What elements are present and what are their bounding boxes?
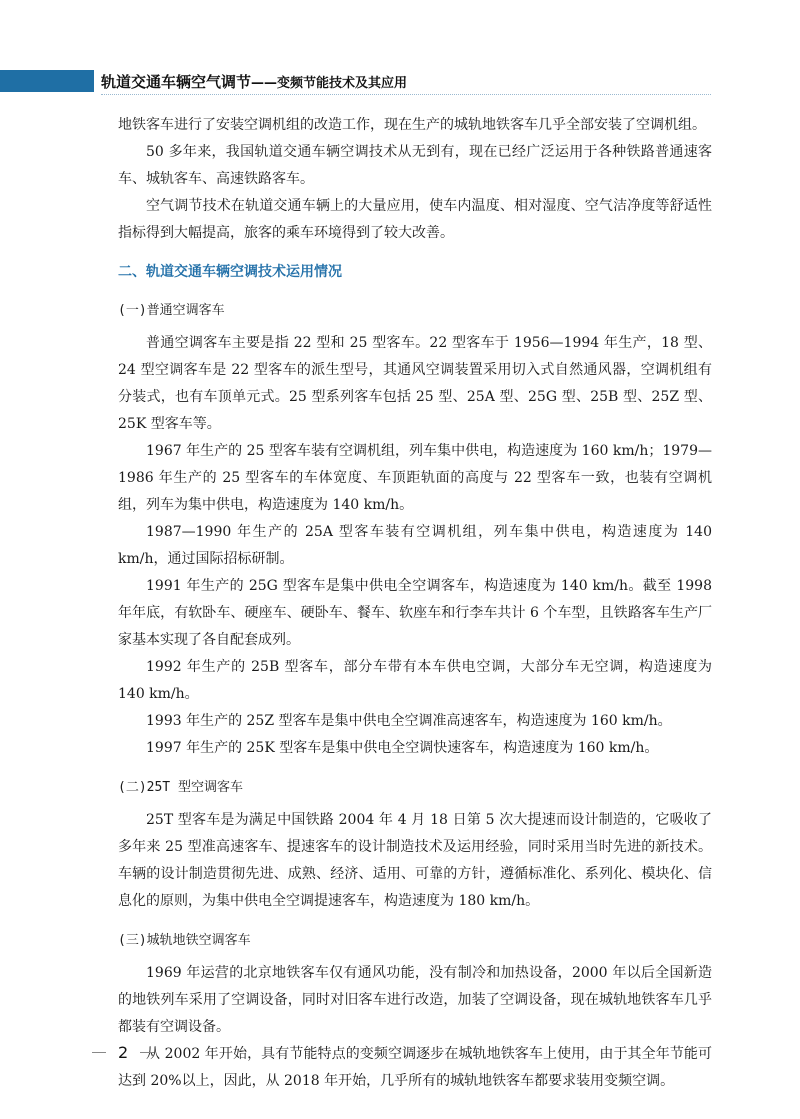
book-title: 轨道交通车辆空气调节 [101, 72, 252, 91]
subsection-heading: (二)25T 型空调客车 [118, 780, 243, 795]
paragraph: 1993 年生产的 25Z 型客车是集中供电全空调准高速客车，构造速度为 160 km/h。 [146, 713, 672, 729]
paragraph: 从 2002 年开始，具有节能特点的变频空调逐步在城轨地铁客车上使用，由于其全年节能可达到 20%以上，因此，从 2018 年开始，几乎所有的城轨地铁客车都要求装用变频空调。 [118, 1046, 712, 1089]
page-body [118, 112, 712, 1095]
paragraph: 25T 型客车是为满足中国铁路 2004 年 4 月 18 日第 5 次大提速而设计制造的，它吸收了多年来 25 型准高速客车、提速客车的设计制造技术及运用经验，同时采用当时先进的新技术。车辆的设计制造贯彻先进、成熟、经济、适用、可靠的方针，遵循标准化、系列化、模块化、信息化的原则，为集中供电全空调提速客车，构造速度为 180 km/h。 [118, 812, 712, 909]
footer-dash-left [92, 1052, 106, 1053]
paragraph: 1992 年生产的 25B 型客车，部分车带有本车供电空调，大部分车无空调，构造速度为 140 km/h。 [118, 659, 712, 702]
paragraph-continued: 地铁客车进行了安装空调机组的改造工作，现在生产的城轨地铁客车几乎全部安装了空调机组。 [118, 117, 706, 133]
header-accent-bar [0, 70, 94, 92]
subsection-heading: (一)普通空调客车 [118, 303, 225, 318]
paragraph: 空气调节技术在轨道交通车辆上的大量应用，使车内温度、相对湿度、空气洁净度等舒适性指标得到大幅提高，旅客的乘车环境得到了较大改善。 [118, 198, 712, 241]
subsection-heading: (三)城轨地铁空调客车 [118, 933, 251, 948]
section-heading: 二、轨道交通车辆空调技术运用情况 [118, 264, 342, 280]
paragraph: 1969 年运营的北京地铁客车仅有通风功能，没有制冷和加热设备，2000 年以后全国新造的地铁列车采用了空调设备，同时对旧客车进行改造，加装了空调设备，现在城轨地铁客车几乎都装有空调设备。 [118, 965, 712, 1035]
header-dotted-rule [101, 94, 711, 95]
paragraph: 1991 年生产的 25G 型客车是集中供电全空调客车，构造速度为 140 km/h。截至 1998 年年底，有软卧车、硬座车、硬卧车、餐车、软座车和行李车共计 6 个车型，且铁路客车生产厂家基本实现了各自配套成列。 [118, 578, 712, 648]
paragraph: 1987—1990 年生产的 25A 型客车装有空调机组，列车集中供电，构造速度为 140 km/h，通过国际招标研制。 [118, 524, 712, 567]
page-footer [92, 1040, 154, 1064]
footer-dash-right [140, 1052, 154, 1053]
page-number: 2 [118, 1042, 129, 1062]
paragraph: 50 多年来，我国轨道交通车辆空调技术从无到有，现在已经广泛运用于各种铁路普通速客车、城轨客车、高速铁路客车。 [118, 144, 712, 187]
paragraph: 1997 年生产的 25K 型客车是集中供电全空调快速客车，构造速度为 160 km/h。 [146, 740, 659, 756]
paragraph: 普通空调客车主要是指 22 型和 25 型客车。22 型客车于 1956—1994 年生产，18 型、24 型空调客车是 22 型客车的派生型号，其通风空调装置采用切入式自然通风器，空调机组有分装式，也有车顶单元式。25 型系列客车包括 25 型、25A 型、25G 型、25B 型、25Z 型、25K 型客车等。 [118, 335, 712, 432]
book-subtitle: ——变频节能技术及其应用 [251, 75, 408, 91]
paragraph: 1967 年生产的 25 型客车装有空调机组，列车集中供电，构造速度为 160 km/h；1979—1986 年生产的 25 型客车的车体宽度、车顶距轨面的高度与 22 型客车一致，也装有空调机组，列车为集中供电，构造速度为 140 km/h。 [118, 443, 712, 513]
running-header [101, 70, 407, 92]
